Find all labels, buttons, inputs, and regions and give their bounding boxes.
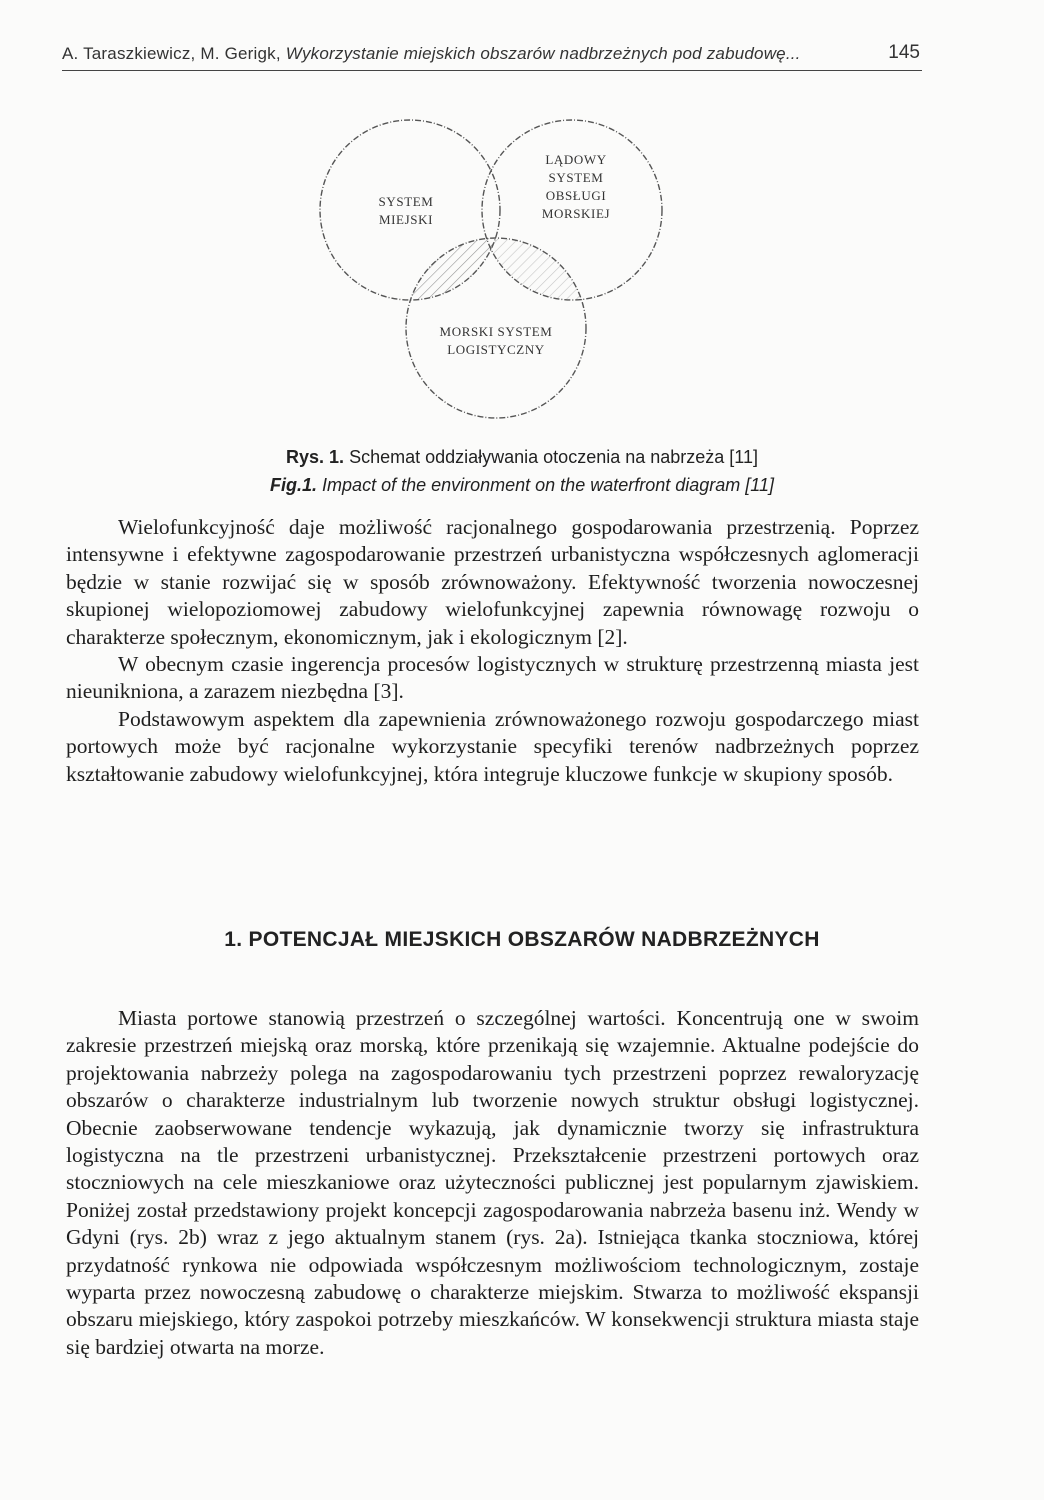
page-number: 145	[888, 42, 920, 63]
caption-pl-label: Rys. 1.	[286, 447, 345, 467]
caption-pl-text: Schemat oddziaływania otoczenia na nabrzeża [11]	[349, 447, 758, 467]
header-text	[62, 44, 801, 64]
figure-caption-en	[0, 475, 1044, 496]
label-land-line-1: LĄDOWY	[545, 152, 607, 167]
running-header	[62, 40, 922, 71]
label-sea-line-1: MORSKI SYSTEM	[439, 324, 553, 339]
section-heading: 1. POTENCJAŁ MIEJSKICH OBSZARÓW NADBRZEŻNYCH	[224, 928, 820, 951]
figure-caption-pl	[0, 447, 1044, 468]
label-city-line-2: MIEJSKI	[378, 212, 434, 227]
paragraph: Miasta portowe stanowią przestrzeń o szczególnej wartości. Koncentrują one w swoim zakresie przestrzeń miejską oraz morską, które przenikają się wzajemnie. Aktualne podejście do projektowania nabrzeży polega na zagospodarowaniu tych przestrzeni poprzez rewaloryzację obszarów o charakterze industrialnym lub tworzenie nowych struktur obsługi logistycznej. Obecnie zaobserwowane tendencje wykazują, jak dynamicznie tworzy się infrastruktura logistyczna na tle przestrzeni urbanistycznej. Przekształcenie przestrzeni portowych oraz stoczniowych na cele mieszkaniowe oraz użyteczności publicznej jest popularnym zjawiskiem. Poniżej został przedstawiony projekt koncepcji zagospodarowania nabrzeża basenu inż. Wendy w Gdyni (rys. 2b) wraz z jego aktualnym stanem (rys. 2a). Istniejąca tkanka stoczniowa, której przydatność rynkowa nie odpowiada współczesnym możliwościom technologicznym, zostaje wyparta przez nowoczesną zabudowę o charakterze miejskim. Stwarza to możliwość ekspansji obszaru miejskiego, który zaspokoi potrzeby mieszkańców. W konsekwencji struktura miasta staje się bardziej otwarta na morze.	[66, 1006, 919, 1359]
caption-en-text: Impact of the environment on the waterfront diagram [11]	[322, 475, 774, 495]
paragraph: Podstawowym aspektem dla zapewnienia zrównoważonego rozwoju gospodarczego miast portowych może być racjonalne wykorzystanie specyfiki terenów nadbrzeżnych poprzez kształtowanie zabudowy wielofunkcyjnej, która integruje kluczowe funkcje w skupiony sposób.	[66, 706, 919, 786]
paragraph: W obecnym czasie ingerencja procesów logistycznych w strukturę przestrzenną miasta jest nieunikniona, a zarazem niezbędna [3].	[66, 652, 919, 704]
caption-en-label: Fig.1.	[270, 475, 318, 495]
paragraph: Wielofunkcyjność daje możliwość racjonalnego gospodarowania przestrzenią. Poprzez intensywne i efektywne zagospodarowanie przestrzeń urbanistyczna współczesnych aglomeracji będzie w stanie rozwijać się w sposób zrównoważony. Efektywność tworzenia nowoczesnej skupionej wielopoziomowej zabudowy wielofunkcyjnej zapewnia równowagę rozwoju o charakterze społecznym, ekonomicznym, jak i ekologicznym [2].	[66, 515, 919, 649]
label-land-line-2: SYSTEM	[548, 170, 604, 185]
label-land-line-4: MORSKIEJ	[541, 206, 611, 221]
label-city-line-1: SYSTEM	[378, 194, 434, 209]
intro-text	[66, 514, 919, 788]
header-article-title: Wykorzystanie miejskich obszarów nadbrzeżnych pod zabudowę...	[285, 44, 801, 63]
section-text	[66, 1005, 919, 1361]
venn-diagram	[300, 100, 700, 440]
label-land-line-3: OBSŁUGI	[545, 188, 607, 203]
venn-svg	[300, 100, 700, 440]
header-authors: A. Taraszkiewicz, M. Gerigk,	[62, 44, 281, 63]
label-sea-line-2: LOGISTYCZNY	[447, 342, 545, 357]
